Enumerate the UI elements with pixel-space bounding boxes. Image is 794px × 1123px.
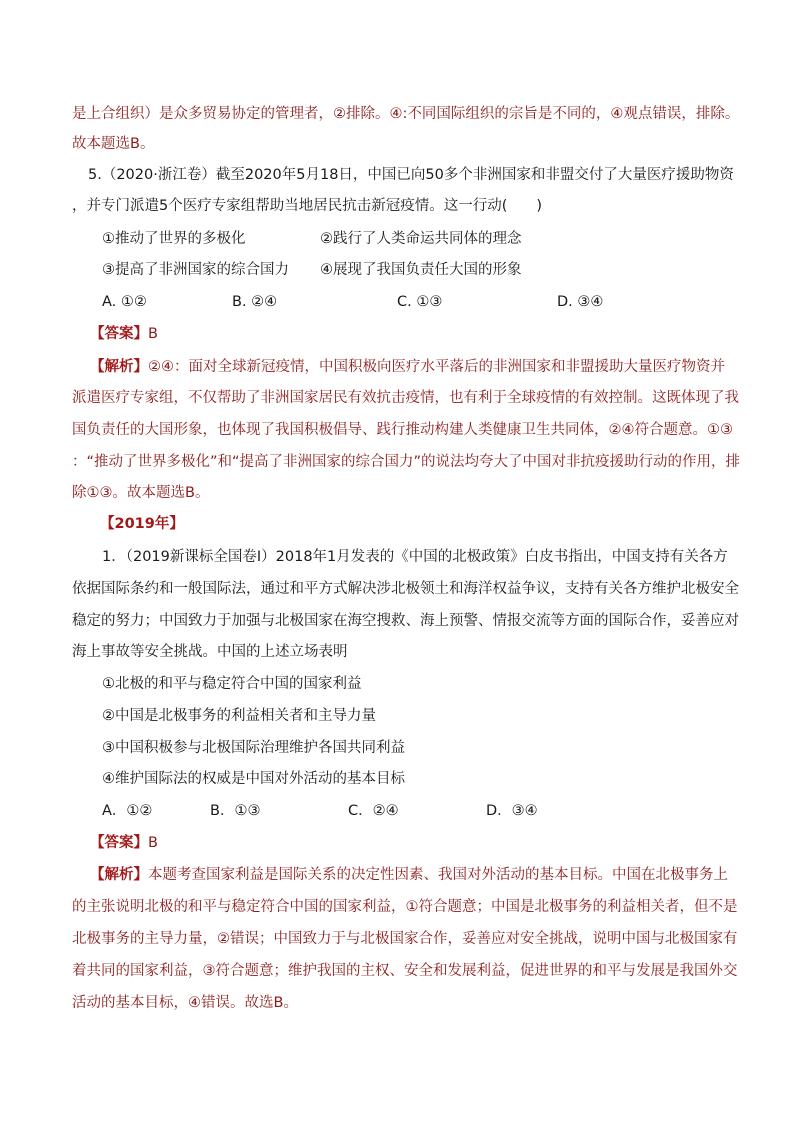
answer-choice: D．③④ <box>486 803 538 819</box>
option-statement: ③提高了非洲国家的综合国力 <box>102 262 289 278</box>
analysis-text: 北极事务的主导力量，②错误；中国致力于与北极国家合作，妥善应对安全挑战，说明中国与北极国家有 <box>72 931 738 947</box>
analysis-text: 除①③。故本题选B。 <box>72 485 210 501</box>
answer-value: B <box>148 835 158 851</box>
question-stem: 海上事故等安全挑战。中国的上述立场表明 <box>72 644 348 660</box>
answer-choice: A. ①② <box>102 294 147 310</box>
answer-value: B <box>148 326 158 342</box>
analysis-tag: 【解析】 <box>90 359 148 375</box>
answer-choice: C．②④ <box>348 803 399 819</box>
option-statement: ②践行了人类命运共同体的理念 <box>320 231 522 247</box>
analysis-tag: 【解析】 <box>90 867 148 883</box>
option-statement: ③中国积极参与北极国际治理维护各国共同利益 <box>102 740 405 756</box>
question-stem: 依据国际条约和一般国际法，通过和平方式解决涉北极领土和海洋权益争议，支持有关各方维护北极安全 <box>72 581 739 597</box>
analysis-text: ：“推动了世界多极化”和“提高了非洲国家的综合国力”的说法均夸大了中国对非抗疫援助行动的作用，排 <box>72 454 741 470</box>
analysis-text: 国负责任的大国形象，也体现了我国积极倡导、践行推动构建人类健康卫生共同体，②④符合题意。①③ <box>72 422 733 438</box>
option-statement: ①推动了世界的多极化 <box>102 231 246 247</box>
answer-choice: C. ①③ <box>397 294 443 310</box>
answer-line <box>90 324 158 344</box>
question-stem: 1．（2019新课标全国卷Ⅰ）2018年1月发表的《中国的北极政策》白皮书指出，中国支持有关各方 <box>102 549 728 565</box>
analysis-text: 的主张说明北极的和平与稳定符合中国的国家利益，①符合题意；中国是北极事务的利益相关者，但不是 <box>72 899 738 915</box>
answer-choice: A．①② <box>102 803 153 819</box>
question-stem: ，并专门派遣5个医疗专家组帮助当地居民抗击新冠疫情。这一行动( ) <box>72 198 543 214</box>
analysis-line <box>90 865 728 885</box>
continuation-line: 故本题选B。 <box>72 136 155 152</box>
analysis-text: 着共同的国家利益，③符合题意；维护我国的主权、安全和发展利益，促进世界的和平与发展是我国外交 <box>72 963 738 979</box>
answer-choice: B．①③ <box>210 803 261 819</box>
continuation-line: 是上合组织）是众多贸易协定的管理者，②排除。④:不同国际组织的宗旨是不同的，④观点错误，排除。 <box>72 106 740 122</box>
analysis-line <box>90 357 725 377</box>
answer-choice: B. ②④ <box>232 294 278 310</box>
option-statement: ①北极的和平与稳定符合中国的国家利益 <box>102 676 362 692</box>
question-stem: 5.（2020·浙江卷）截至2020年5月18日，中国已向50多个非洲国家和非盟交付了大量医疗援助物资 <box>88 167 734 183</box>
analysis-text: ②④：面对全球新冠疫情，中国积极向医疗水平落后的非洲国家和非盟援助大量医疗物资并 <box>148 359 725 375</box>
answer-tag: 【答案】 <box>90 326 148 342</box>
option-statement: ④维护国际法的权威是中国对外活动的基本目标 <box>102 771 405 787</box>
answer-line <box>90 833 158 853</box>
analysis-text: 派遣医疗专家组，不仅帮助了非洲国家居民有效抗击疫情，也有利于全球疫情的有效控制。这既体现了我 <box>72 390 739 406</box>
section-heading-2019: 【2019年】 <box>100 516 184 532</box>
analysis-text: 本题考查国家利益是国际关系的决定性因素、我国对外活动的基本目标。中国在北极事务上 <box>148 867 728 883</box>
question-stem: 稳定的努力；中国致力于加强与北极国家在海空搜救、海上预警、情报交流等方面的国际合作，妥善应对 <box>72 613 739 629</box>
answer-choice: D. ③④ <box>557 294 604 310</box>
option-statement: ②中国是北极事务的利益相关者和主导力量 <box>102 708 376 724</box>
answer-tag: 【答案】 <box>90 835 148 851</box>
option-statement: ④展现了我国负责任大国的形象 <box>320 262 522 278</box>
analysis-text: 活动的基本目标，④错误。故选B。 <box>72 995 298 1011</box>
